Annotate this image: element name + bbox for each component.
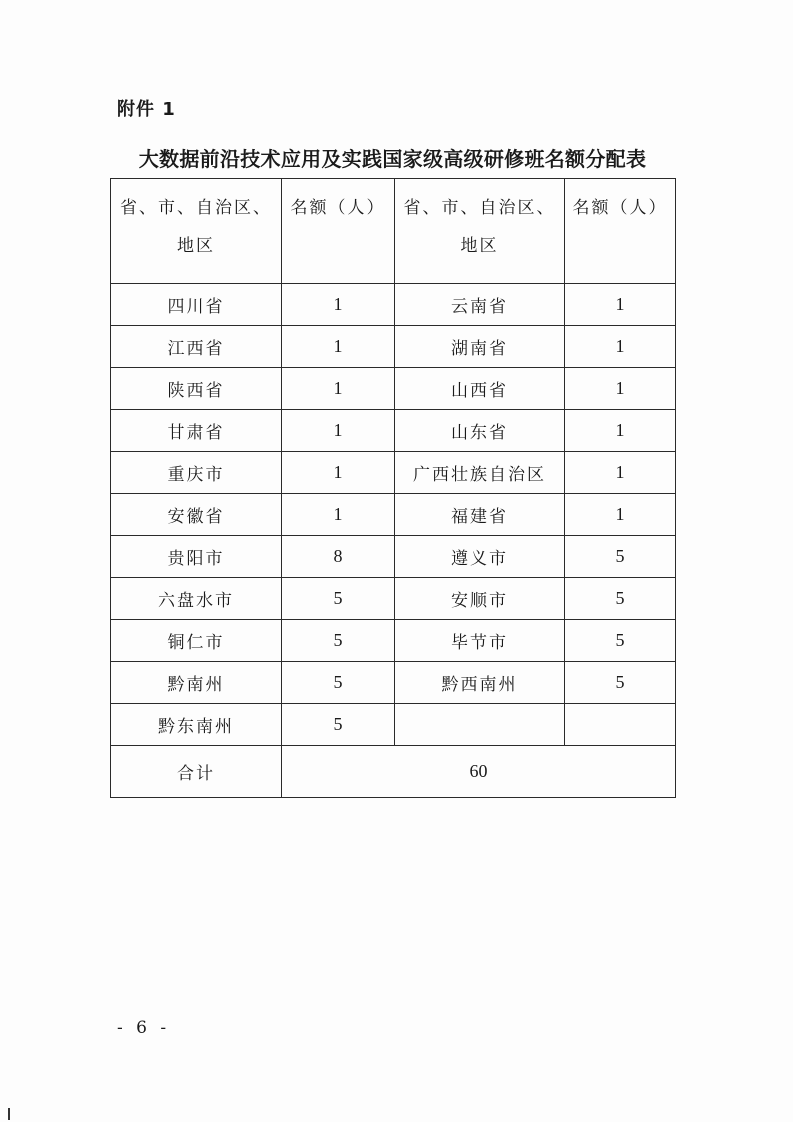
table-row (111, 704, 676, 746)
binding-mark (8, 1108, 10, 1120)
right-quota-cell (565, 704, 676, 746)
table-body (111, 179, 676, 798)
right-quota-cell: 1 (565, 410, 676, 452)
table-row (111, 578, 676, 620)
right-quota-cell: 1 (565, 326, 676, 368)
right-region-cell: 广西壮族自治区 (395, 452, 565, 494)
table-row (111, 284, 676, 326)
quota-allocation-table (110, 178, 676, 798)
left-quota-cell: 5 (282, 620, 395, 662)
left-quota-cell: 1 (282, 452, 395, 494)
table-row (111, 494, 676, 536)
right-region-cell (395, 704, 565, 746)
left-quota-cell: 1 (282, 494, 395, 536)
left-quota-cell: 5 (282, 578, 395, 620)
right-quota-cell: 1 (565, 494, 676, 536)
table-row (111, 368, 676, 410)
table-header-row (111, 179, 676, 284)
right-quota-cell: 5 (565, 662, 676, 704)
right-quota-cell: 1 (565, 452, 676, 494)
right-region-cell: 毕节市 (395, 620, 565, 662)
right-region-cell: 山东省 (395, 410, 565, 452)
right-region-cell: 云南省 (395, 284, 565, 326)
left-region-cell: 甘肃省 (111, 410, 282, 452)
table-row (111, 536, 676, 578)
left-region-cell: 江西省 (111, 326, 282, 368)
right-region-cell: 福建省 (395, 494, 565, 536)
table-total-row (111, 746, 676, 798)
right-region-cell: 湖南省 (395, 326, 565, 368)
table-row (111, 620, 676, 662)
right-region-cell: 安顺市 (395, 578, 565, 620)
left-region-cell: 陕西省 (111, 368, 282, 410)
right-region-cell: 黔西南州 (395, 662, 565, 704)
right-quota-cell: 5 (565, 578, 676, 620)
left-region-cell: 六盘水市 (111, 578, 282, 620)
total-label: 合计 (111, 746, 282, 798)
right-region-cell: 遵义市 (395, 536, 565, 578)
right-quota-cell: 5 (565, 620, 676, 662)
right-region-cell: 山西省 (395, 368, 565, 410)
attachment-label: 附件 1 (117, 99, 176, 120)
left-quota-cell: 1 (282, 326, 395, 368)
left-quota-cell: 1 (282, 368, 395, 410)
right-quota-cell: 1 (565, 284, 676, 326)
left-region-cell: 安徽省 (111, 494, 282, 536)
left-region-cell: 黔南州 (111, 662, 282, 704)
left-region-cell: 四川省 (111, 284, 282, 326)
header-quota-left: 名额（人） (282, 179, 395, 284)
table-row (111, 662, 676, 704)
page-number: - 6 - (117, 1018, 171, 1038)
right-quota-cell: 5 (565, 536, 676, 578)
header-region-left: 省、市、自治区、地区 (111, 179, 282, 284)
left-region-cell: 重庆市 (111, 452, 282, 494)
table-row (111, 326, 676, 368)
left-quota-cell: 1 (282, 284, 395, 326)
left-region-cell: 黔东南州 (111, 704, 282, 746)
left-quota-cell: 8 (282, 536, 395, 578)
left-quota-cell: 1 (282, 410, 395, 452)
left-quota-cell: 5 (282, 704, 395, 746)
document-title: 大数据前沿技术应用及实践国家级高级研修班名额分配表 (138, 147, 647, 171)
left-quota-cell: 5 (282, 662, 395, 704)
header-quota-right: 名额（人） (565, 179, 676, 284)
left-region-cell: 贵阳市 (111, 536, 282, 578)
table-row (111, 452, 676, 494)
total-value: 60 (282, 746, 676, 798)
right-quota-cell: 1 (565, 368, 676, 410)
header-region-right: 省、市、自治区、地区 (395, 179, 565, 284)
table-row (111, 410, 676, 452)
left-region-cell: 铜仁市 (111, 620, 282, 662)
